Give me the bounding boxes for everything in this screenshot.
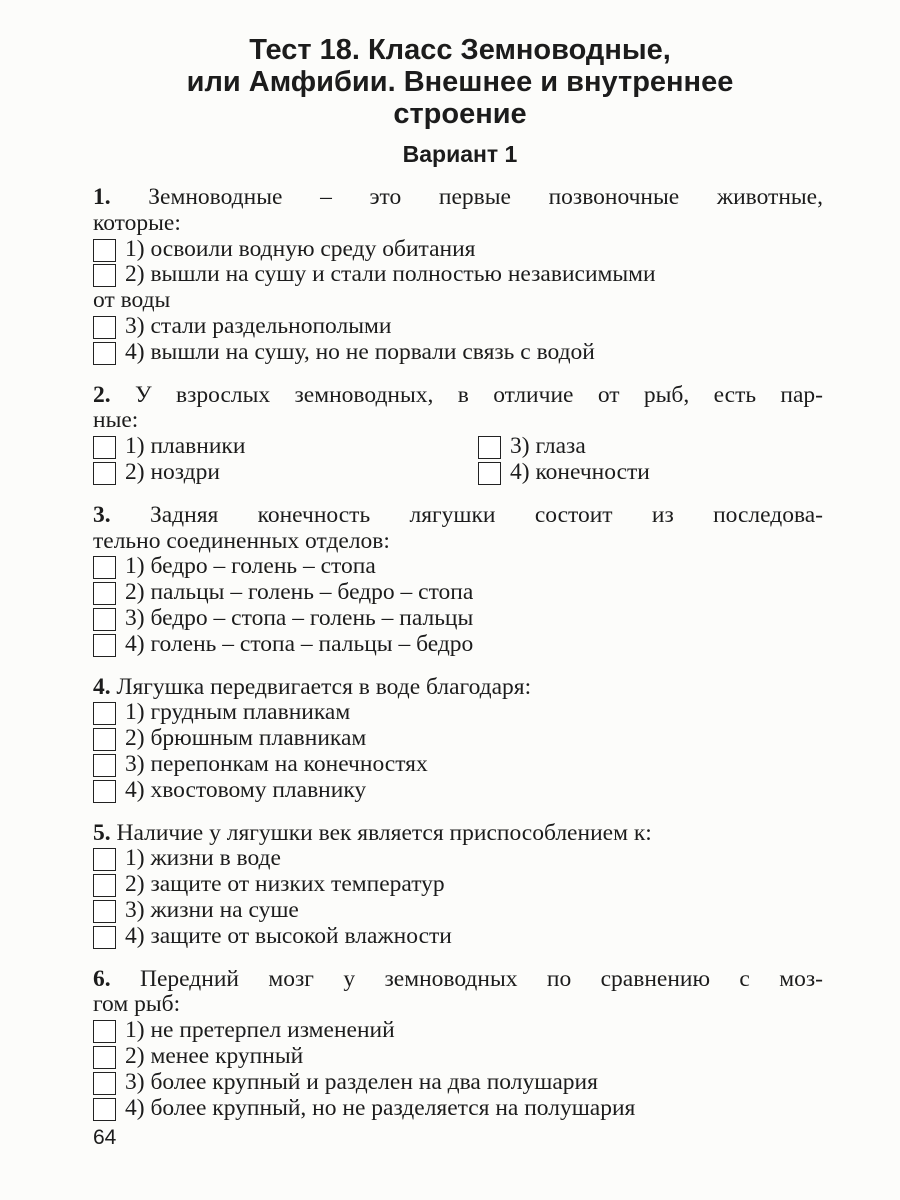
option-label <box>125 1070 598 1096</box>
question-text <box>93 675 823 701</box>
options <box>93 1018 823 1121</box>
option-text: 4) хвостовому плавнику <box>125 776 367 803</box>
title-line: Тест 18. Класс Земноводные, <box>249 34 671 66</box>
option-label <box>125 726 366 752</box>
answer-option[interactable] <box>93 314 823 340</box>
option-text: 1) жизни в воде <box>125 845 281 872</box>
question-text <box>93 992 823 1018</box>
option-text: 2) ноздри <box>125 458 220 485</box>
option-label <box>125 1096 635 1122</box>
question-text <box>93 185 823 211</box>
answer-option[interactable] <box>93 554 823 580</box>
page-number: 64 <box>93 1126 117 1149</box>
answer-option[interactable] <box>93 237 823 263</box>
question-number: 4. <box>93 673 111 700</box>
answer-checkbox[interactable] <box>478 436 501 459</box>
question-3 <box>93 503 823 658</box>
option-label <box>125 752 428 778</box>
question-line: Лягушка передвигается в воде благодаря: <box>116 673 532 700</box>
question-2 <box>93 383 823 486</box>
question-6 <box>93 967 823 1122</box>
option-text: 3) стали раздельнополыми <box>125 312 392 339</box>
question-number: 6. <box>93 965 111 992</box>
option-text-continued: от воды <box>93 287 171 314</box>
option-label <box>125 1018 395 1044</box>
answer-option[interactable] <box>93 898 823 924</box>
option-text: 3) более крупный и разделен на два полушария <box>125 1068 598 1095</box>
answer-checkbox[interactable] <box>93 926 116 949</box>
question-line: ные: <box>93 407 139 434</box>
answer-checkbox[interactable] <box>93 342 116 365</box>
option-label <box>125 434 245 460</box>
answer-option[interactable] <box>93 726 823 752</box>
answer-checkbox[interactable] <box>93 556 116 579</box>
question-number: 2. <box>93 381 111 408</box>
question-line: Задняя конечность лягушки состоит из последова- <box>149 501 824 528</box>
answer-option[interactable] <box>93 460 478 486</box>
option-continuation <box>93 288 823 314</box>
answer-checkbox[interactable] <box>93 900 116 923</box>
answer-option[interactable] <box>93 434 478 460</box>
answer-checkbox[interactable] <box>93 239 116 262</box>
answer-option[interactable] <box>93 1070 823 1096</box>
options <box>93 846 823 949</box>
question-5 <box>93 821 823 950</box>
question-1 <box>93 185 823 366</box>
option-text: 4) голень – стопа – пальцы – бедро <box>125 630 474 657</box>
answer-checkbox[interactable] <box>93 608 116 631</box>
answer-checkbox[interactable] <box>93 436 116 459</box>
answer-checkbox[interactable] <box>93 1072 116 1095</box>
question-line: гом рыб: <box>93 991 181 1018</box>
answer-option[interactable] <box>93 1096 823 1122</box>
question-text <box>93 383 823 409</box>
option-label <box>125 237 476 263</box>
option-text: 2) менее крупный <box>125 1042 304 1069</box>
answer-option[interactable] <box>93 778 823 804</box>
answer-checkbox[interactable] <box>93 264 116 287</box>
option-text: 3) глаза <box>510 433 586 460</box>
answer-option[interactable] <box>93 752 823 778</box>
question-line: тельно соединенных отделов: <box>93 527 390 554</box>
answer-option[interactable] <box>93 1018 823 1044</box>
answer-checkbox[interactable] <box>93 1098 116 1121</box>
option-label <box>125 580 473 606</box>
answer-option[interactable] <box>93 632 823 658</box>
answer-option[interactable] <box>93 580 823 606</box>
answer-option[interactable] <box>478 434 823 460</box>
question-text <box>93 967 823 993</box>
option-text: 4) конечности <box>510 458 650 485</box>
answer-checkbox[interactable] <box>93 1046 116 1069</box>
title-line: или Амфибии. Внешнее и внутреннее <box>186 66 734 98</box>
option-text: 1) бедро – голень – стопа <box>125 553 376 580</box>
answer-checkbox[interactable] <box>93 634 116 657</box>
answer-checkbox[interactable] <box>93 780 116 803</box>
answer-option[interactable] <box>93 846 823 872</box>
options <box>93 237 823 366</box>
answer-option[interactable] <box>93 340 823 366</box>
option-label <box>125 778 366 804</box>
answer-checkbox[interactable] <box>478 462 501 485</box>
option-label <box>125 846 281 872</box>
option-label <box>510 460 650 486</box>
title-line: строение <box>393 98 527 130</box>
question-text <box>93 529 823 555</box>
questions-list <box>93 185 823 1138</box>
answer-checkbox[interactable] <box>93 1020 116 1043</box>
answer-checkbox[interactable] <box>93 316 116 339</box>
option-text: 3) перепонкам на конечностях <box>125 750 428 777</box>
option-label <box>125 314 391 340</box>
options <box>93 554 823 657</box>
question-number: 1. <box>93 184 111 210</box>
answer-option[interactable] <box>93 262 823 288</box>
option-text: 1) освоили водную среду обитания <box>125 235 476 262</box>
question-text <box>93 211 823 237</box>
answer-checkbox[interactable] <box>93 462 116 485</box>
option-label <box>125 872 445 898</box>
question-text <box>93 503 823 529</box>
question-number: 5. <box>93 819 111 846</box>
option-label <box>125 1044 303 1070</box>
option-label <box>510 434 586 460</box>
option-label <box>125 606 473 632</box>
option-text: 4) защите от высокой влажности <box>125 922 452 949</box>
variant-heading: Вариант 1 <box>402 141 518 167</box>
option-label <box>125 262 656 288</box>
answer-option[interactable] <box>93 872 823 898</box>
answer-checkbox[interactable] <box>93 702 116 725</box>
question-line: которые: <box>93 209 181 236</box>
answer-checkbox[interactable] <box>93 874 116 897</box>
option-label <box>125 924 452 950</box>
answer-option[interactable] <box>478 460 823 486</box>
option-text: 3) жизни на суше <box>125 896 299 923</box>
option-text: 2) вышли на сушу и стали полностью независимыми <box>125 261 656 288</box>
option-text: 2) пальцы – голень – бедро – стопа <box>125 579 474 606</box>
question-number: 3. <box>93 501 111 528</box>
answer-checkbox[interactable] <box>93 754 116 777</box>
question-text <box>93 408 823 434</box>
option-label <box>125 554 376 580</box>
option-label <box>125 700 350 726</box>
answer-checkbox[interactable] <box>93 728 116 751</box>
option-label <box>125 898 299 924</box>
answer-option[interactable] <box>93 924 823 950</box>
question-line: У взрослых земноводных, в отличие от рыб, есть пар- <box>135 381 823 408</box>
answer-option[interactable] <box>93 1044 823 1070</box>
question-text <box>93 821 823 847</box>
question-4 <box>93 675 823 804</box>
answer-option[interactable] <box>93 700 823 726</box>
option-label <box>125 632 473 658</box>
answer-checkbox[interactable] <box>93 582 116 605</box>
option-text: 1) плавники <box>125 433 246 460</box>
options <box>93 434 823 486</box>
option-text: 3) бедро – стопа – голень – пальцы <box>125 604 474 631</box>
option-text: 4) более крупный, но не разделяется на полушария <box>125 1094 636 1121</box>
option-text: 1) грудным плавникам <box>125 699 351 726</box>
option-label <box>125 340 595 366</box>
option-text: 2) брюшным плавникам <box>125 725 367 752</box>
question-line: Передний мозг у земноводных по сравнению с моз- <box>140 965 823 992</box>
question-line: Земноводные – это первые позвоночные животные, <box>148 184 823 210</box>
question-line: Наличие у лягушки век является приспособлением к: <box>116 819 652 846</box>
option-text: 2) защите от низких температур <box>125 871 445 898</box>
options <box>93 700 823 803</box>
answer-option[interactable] <box>93 606 823 632</box>
option-text: 1) не претерпел изменений <box>125 1017 395 1044</box>
test-title <box>0 34 900 130</box>
option-text: 4) вышли на сушу, но не порвали связь с водой <box>125 338 595 365</box>
answer-checkbox[interactable] <box>93 848 116 871</box>
option-label <box>125 460 220 486</box>
